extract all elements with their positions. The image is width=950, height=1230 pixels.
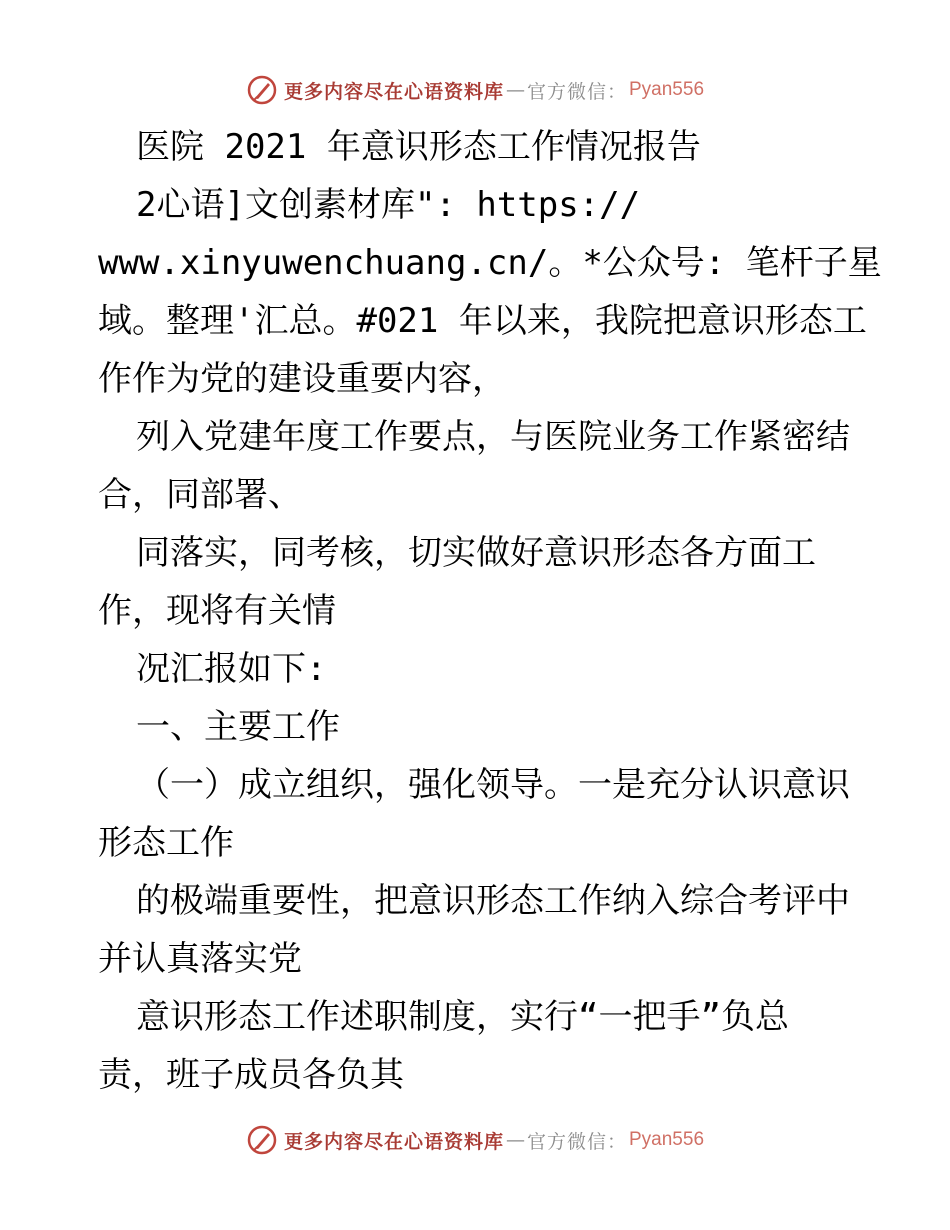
footer-brand: 更多内容尽在心语资料库: [283, 1130, 504, 1153]
document-body: [98, 118, 882, 1104]
text-line: 况汇报如下:: [136, 649, 327, 689]
footer-separator: —: [505, 1129, 525, 1151]
text-line: 2心语]文创素材库": https://: [136, 185, 641, 225]
header-account: Pyan556: [629, 79, 705, 100]
footer-account: Pyan556: [629, 1129, 705, 1150]
section-heading: 一、主要工作: [136, 707, 340, 747]
text-line: 作，现将有关情: [98, 591, 336, 631]
text-line: 合，同部署、: [98, 475, 302, 515]
text-line: 的极端重要性，把意识形态工作纳入综合考评中: [136, 881, 850, 921]
footer-watermark: [0, 1120, 950, 1160]
text-line: 并认真落实党: [98, 939, 302, 979]
text-line: 作作为党的建设重要内容，: [98, 359, 506, 399]
text-line: 列入党建年度工作要点，与医院业务工作紧密结: [136, 417, 850, 457]
header-wechat-label: 官方微信：: [526, 80, 627, 103]
text-line: 形态工作: [98, 823, 234, 863]
text-line: 责，班子成员各负其: [98, 1055, 404, 1095]
quill-logo-icon: [246, 1124, 278, 1156]
text-line: 同落实，同考核，切实做好意识形态各方面工: [136, 533, 816, 573]
quill-logo-icon: [246, 74, 278, 106]
footer-wechat-label: 官方微信：: [526, 1130, 627, 1153]
header-separator: —: [505, 79, 525, 101]
header-brand: 更多内容尽在心语资料库: [283, 80, 504, 103]
text-line: （一）成立组织，强化领导。一是充分认识意识: [136, 765, 850, 805]
text-line: 域。整理'汇总。#021 年以来，我院把意识形态工: [98, 301, 867, 341]
text-line: www.xinyuwenchuang.cn/。*公众号: 笔杆子星: [98, 243, 882, 283]
document-title: 医院 2021 年意识形态工作情况报告: [136, 127, 701, 167]
text-line: 意识形态工作述职制度，实行“一把手”负总: [136, 997, 789, 1037]
header-watermark: [0, 70, 950, 110]
